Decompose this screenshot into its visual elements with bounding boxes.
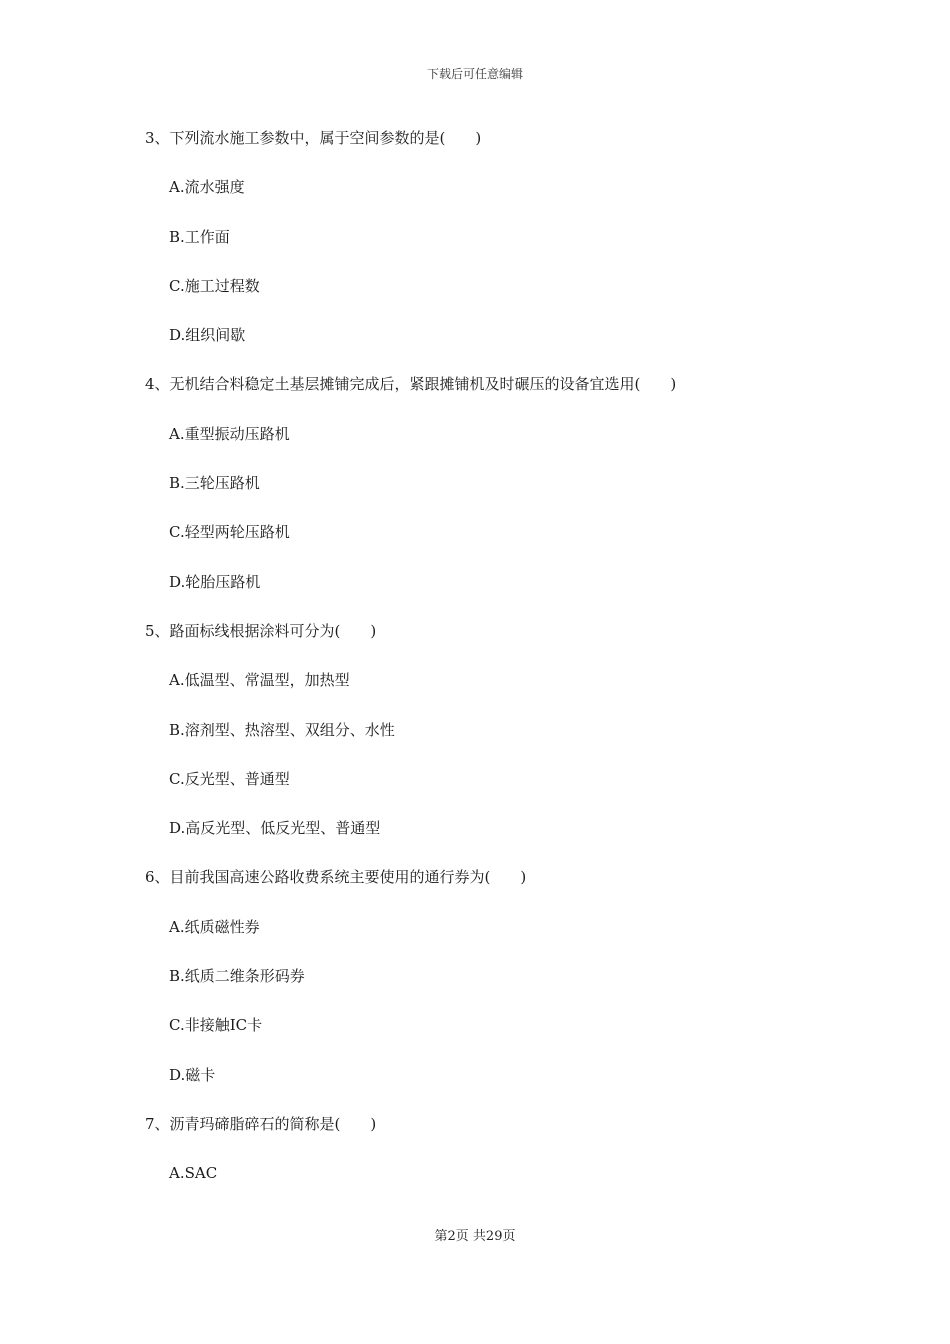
question-5 <box>145 619 825 840</box>
question-6 <box>145 865 825 1086</box>
question-stem: 3、下列流水施工参数中，属于空间参数的是( ) <box>145 129 482 147</box>
option-d: D.磁卡 <box>169 1065 216 1084</box>
option-c: C.轻型两轮压路机 <box>169 523 290 542</box>
question-3 <box>145 126 825 347</box>
page-footer: 第2页 共29页 <box>434 1229 516 1244</box>
option-c: C.非接触IC卡 <box>169 1016 263 1035</box>
question-stem: 6、目前我国高速公路收费系统主要使用的通行券为( ) <box>145 868 527 887</box>
option-b: B.纸质二维条形码券 <box>169 967 305 986</box>
option-a: A.纸质磁性券 <box>169 917 260 936</box>
option-a: A.低温型、常温型，加热型 <box>169 671 350 690</box>
question-stem: 4、无机结合料稳定土基层摊铺完成后，紧跟摊铺机及时碾压的设备宜选用( ) <box>145 375 677 394</box>
question-stem: 5、路面标线根据涂料可分为( ) <box>145 621 377 640</box>
option-d: D.高反光型、低反光型、普通型 <box>169 819 381 838</box>
question-7 <box>145 1112 825 1185</box>
page-header: 下载后可任意编辑 <box>426 67 523 81</box>
option-c: C.反光型、普通型 <box>169 769 290 788</box>
option-a: A.重型振动压路机 <box>169 424 290 443</box>
question-4 <box>145 372 825 593</box>
option-a: A.流水强度 <box>169 178 245 197</box>
option-d: D.轮胎压路机 <box>169 572 261 591</box>
option-b: B.工作面 <box>169 227 230 246</box>
option-b: B.三轮压路机 <box>169 474 260 493</box>
option-c: C.施工过程数 <box>169 276 260 295</box>
option-a: A.SAC <box>169 1164 218 1183</box>
question-stem: 7、沥青玛碲脂碎石的简称是( ) <box>145 1114 377 1133</box>
question-list <box>145 126 825 1211</box>
option-d: D.组织间歇 <box>169 326 246 345</box>
option-b: B.溶剂型、热溶型、双组分、水性 <box>169 720 395 739</box>
